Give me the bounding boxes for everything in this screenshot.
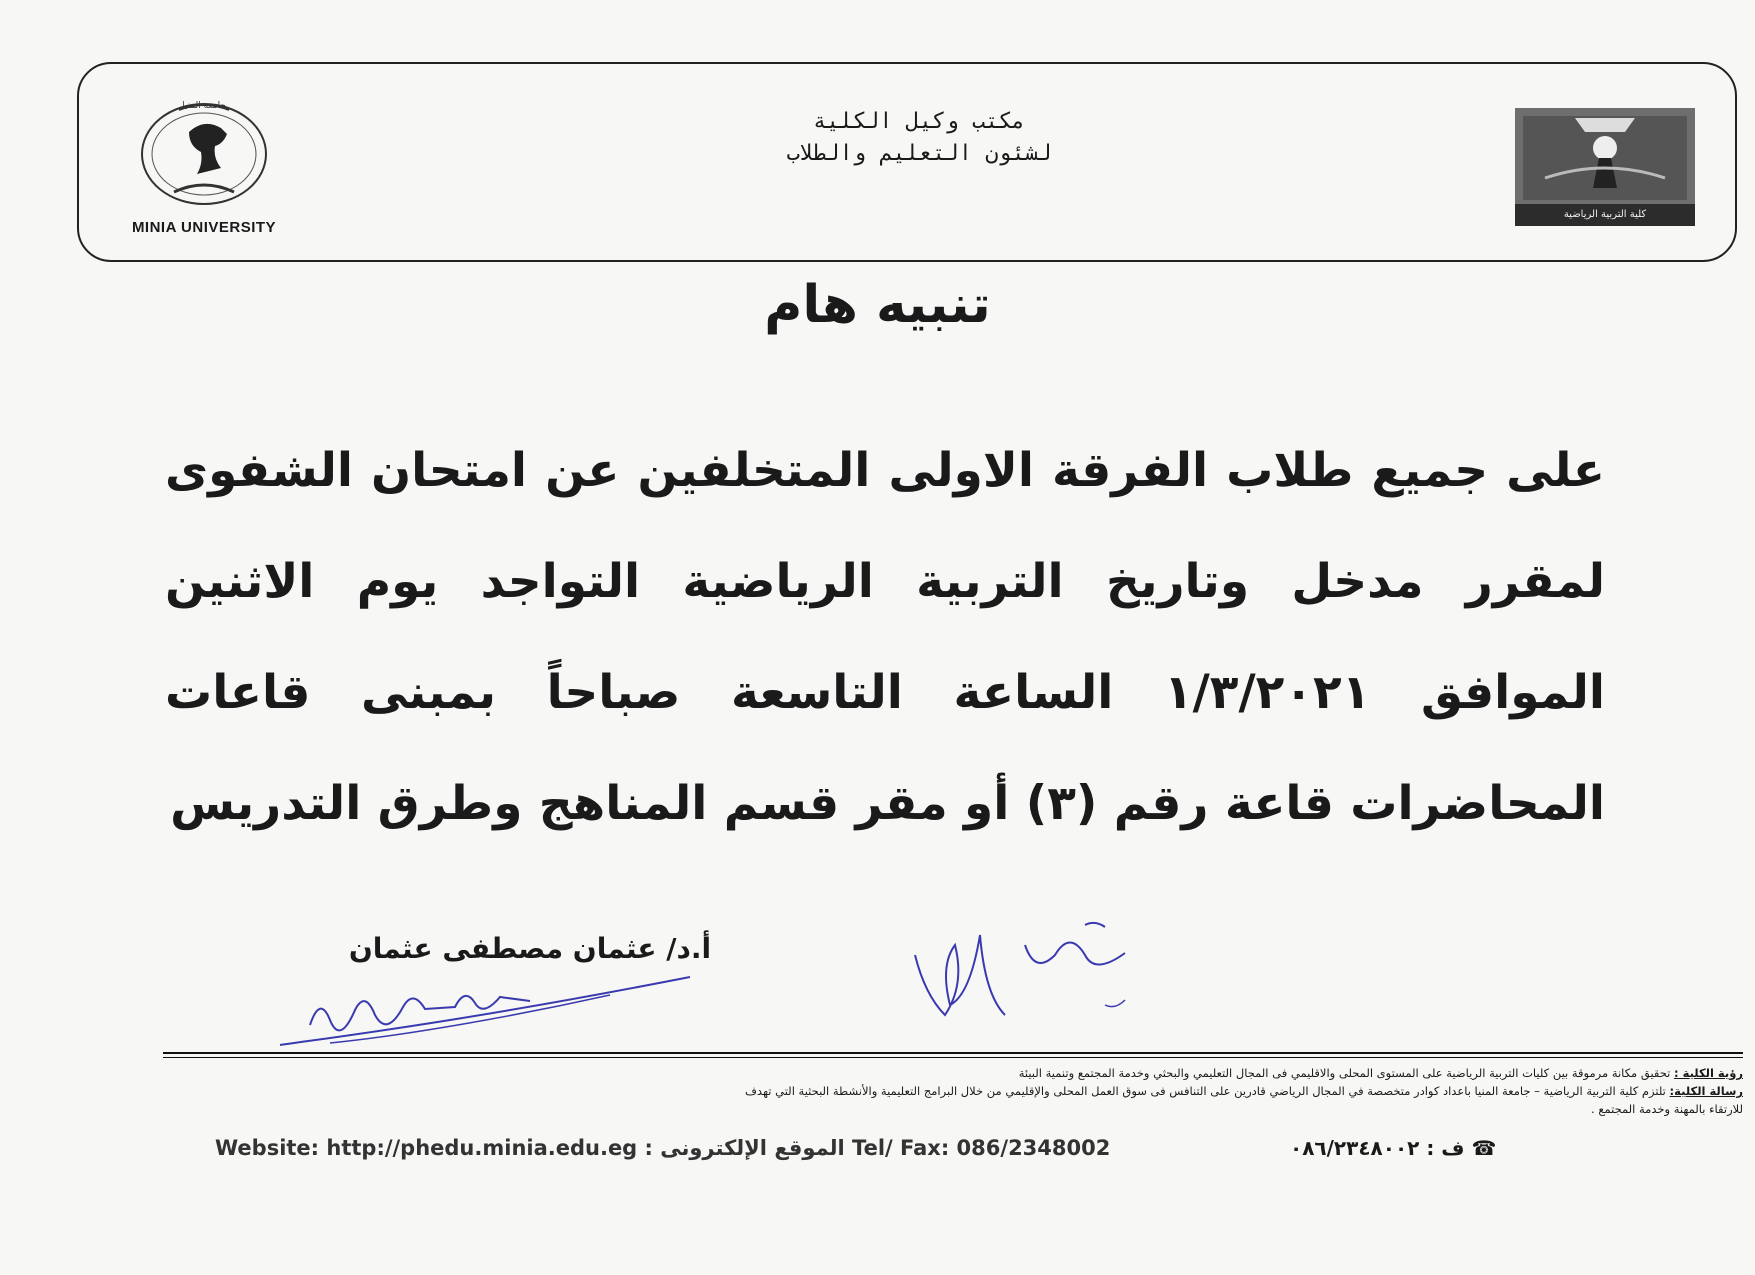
website-line: Website: http://phedu.minia.edu.eg : الموقع الإلكترونى Tel/ Fax: 086/2348002 xyxy=(215,1136,1111,1160)
phone-line xyxy=(1290,1136,1496,1160)
faculty-emblem-icon xyxy=(1515,108,1695,208)
office-line-2: لشئون التعليم والطلاب xyxy=(786,141,1052,166)
university-name: MINIA UNIVERSITY xyxy=(131,219,277,236)
letterhead xyxy=(77,62,1737,262)
office-title xyxy=(639,106,1199,170)
signature-middle xyxy=(905,915,1205,1045)
nefertiti-emblem-icon xyxy=(119,92,289,222)
vision-line xyxy=(163,1064,1743,1082)
phone-number: ف : ٠٨٦/٢٣٤٨٠٠٢ xyxy=(1290,1136,1465,1160)
mission-label: رسالة الكلية: xyxy=(1669,1084,1743,1098)
notice-body: على جميع طلاب الفرقة الاولى المتخلفين عن امتحان الشفوى لمقرر مدخل وتاريخ التربية الرياضية التواجد يوم الاثنين الموافق ١/٣/٢٠٢١ الساعة التاسعة صباحاً بمبنى قاعات المحاضرات قاعة رقم (٣) أو مقر قسم المناهج وطرق التدريس xyxy=(165,443,1605,831)
faculty-logo xyxy=(1515,108,1695,226)
footer-rule-top xyxy=(163,1052,1743,1054)
footer-text xyxy=(163,1064,1743,1118)
logo-arabic-text: جامعة المنيا xyxy=(182,101,226,111)
mission-line-2: للارتقاء بالمهنة وخدمة المجتمع . xyxy=(1591,1102,1743,1116)
faculty-logo-caption: كلية التربية الرياضية xyxy=(1515,204,1695,226)
signer-name: أ.د/ عثمان مصطفى عثمان xyxy=(348,932,712,965)
mission-text: تلتزم كلية التربية الرياضية – جامعة المنيا باعداد كوادر متخصصة في المجال الرياضي قادرين على التنافس فى سوق العمل المحلى والإقليمي من خلال البرامج التعليمية والأنشطة البحثية التي تهدف xyxy=(745,1084,1666,1098)
vision-label: رؤية الكلية : xyxy=(1674,1066,1743,1080)
signature-left xyxy=(270,965,700,1055)
footer-rule-bottom xyxy=(163,1057,1743,1058)
office-line-1: مكتب وكيل الكلية xyxy=(813,109,1025,134)
telephone-icon: ☎ xyxy=(1471,1136,1497,1160)
vision-text: تحقيق مكانة مرموقة بين كليات التربية الرياضية على المستوى المحلى والاقليمي فى المجال التعليمي والبحثي وخدمة المجتمع وتنمية البيئة xyxy=(1018,1066,1671,1080)
minia-university-logo xyxy=(119,92,289,242)
mission-line xyxy=(163,1082,1743,1100)
notice-title: تنبيه هام xyxy=(764,275,991,335)
